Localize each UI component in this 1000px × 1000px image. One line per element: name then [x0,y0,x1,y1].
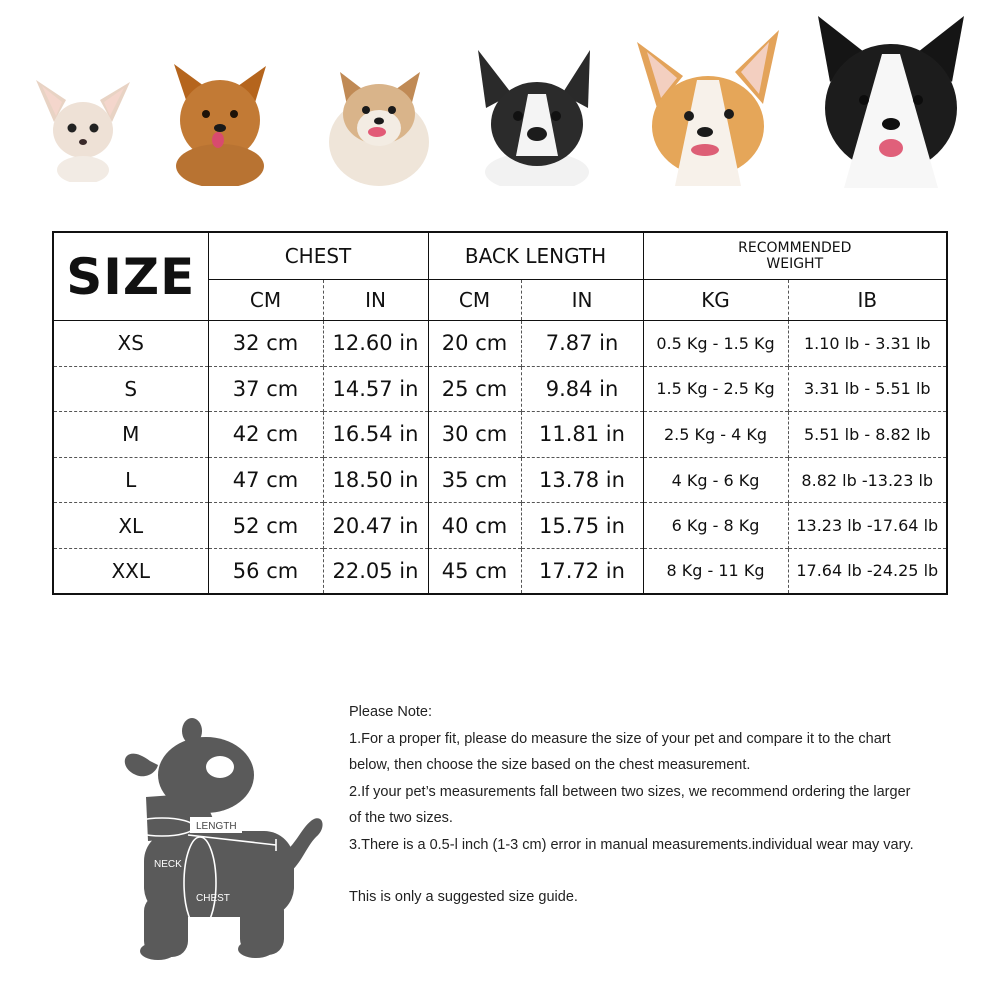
back-cm-cell: 35 cm [428,457,521,503]
unit-weight-lb: IB [788,280,947,321]
size-header: SIZE [66,247,196,306]
weight-lb-cell: 8.82 lb -13.23 lb [788,457,947,503]
back-in-cell: 11.81 in [521,412,643,458]
chest-cm-cell: 37 cm [208,366,323,412]
back-cm-cell: 20 cm [428,321,521,367]
weight-kg-cell: 8 Kg - 11 Kg [643,548,788,594]
weight-lb-cell: 5.51 lb - 8.82 lb [788,412,947,458]
chest-cm-cell: 47 cm [208,457,323,503]
size-cell: XL [53,503,208,549]
weight-header-line2: WEIGHT [766,256,824,272]
back-cm-cell: 25 cm [428,366,521,412]
size-cell: S [53,366,208,412]
unit-chest-cm: CM [208,280,323,321]
recommended-weight-header [643,232,947,280]
size-cell: L [53,457,208,503]
weight-kg-cell: 0.5 Kg - 1.5 Kg [643,321,788,367]
chest-in-cell: 18.50 in [323,457,428,503]
size-cell: M [53,412,208,458]
weight-lb-cell: 1.10 lb - 3.31 lb [788,321,947,367]
size-guide-disclaimer: This is only a suggested size guide. [349,889,578,905]
unit-chest-in: IN [323,280,428,321]
chest-header: CHEST [208,232,428,280]
dog-eye-icon [206,756,234,778]
dog-photo-row [0,0,1000,200]
back-cm-cell: 45 cm [428,548,521,594]
french-bulldog-photo [472,46,602,186]
pomeranian-photo [326,58,432,186]
corgi-photo [633,26,783,186]
chest-in-cell: 16.54 in [323,412,428,458]
note-line: 2.If your pet’s measurements fall between two sizes, we recommend ordering the larger [349,783,911,800]
neck-label: NECK [154,859,182,870]
chest-in-cell: 20.47 in [323,503,428,549]
chihuahua-photo [32,70,134,182]
table-row [53,321,947,367]
weight-lb-cell: 17.64 lb -24.25 lb [788,548,947,594]
back-in-cell: 13.78 in [521,457,643,503]
yorkshire-terrier-photo [168,58,272,186]
chest-cm-cell: 52 cm [208,503,323,549]
table-row [53,457,947,503]
note-line: 3.There is a 0.5-l inch (1-3 cm) error in manual measurements.individual wear may vary. [349,836,914,853]
weight-lb-cell: 3.31 lb - 5.51 lb [788,366,947,412]
border-collie-photo [814,12,968,188]
back-in-cell: 9.84 in [521,366,643,412]
table-row [53,503,947,549]
note-line: 1.For a proper fit, please do measure the size of your pet and compare it to the chart [349,730,891,747]
measurement-diagram [110,705,340,970]
weight-kg-cell: 4 Kg - 6 Kg [643,457,788,503]
weight-header-line1: RECOMMENDED [738,240,852,256]
back-in-cell: 7.87 in [521,321,643,367]
chest-cm-cell: 42 cm [208,412,323,458]
chest-in-cell: 14.57 in [323,366,428,412]
length-label: LENGTH [196,821,237,832]
chest-label: CHEST [196,893,230,904]
unit-back-in: IN [521,280,643,321]
chest-cm-cell: 56 cm [208,548,323,594]
weight-kg-cell: 1.5 Kg - 2.5 Kg [643,366,788,412]
unit-weight-kg: KG [643,280,788,321]
notes-section [349,699,969,911]
back-cm-cell: 30 cm [428,412,521,458]
table-row [53,412,947,458]
weight-lb-cell: 13.23 lb -17.64 lb [788,503,947,549]
back-in-cell: 15.75 in [521,503,643,549]
chest-cm-cell: 32 cm [208,321,323,367]
back-cm-cell: 40 cm [428,503,521,549]
table-row [53,548,947,594]
chest-in-cell: 22.05 in [323,548,428,594]
notes-heading: Please Note: [349,704,433,720]
chest-in-cell: 12.60 in [323,321,428,367]
back-length-header: BACK LENGTH [428,232,643,280]
weight-kg-cell: 2.5 Kg - 4 Kg [643,412,788,458]
size-cell: XS [53,321,208,367]
size-cell: XXL [53,548,208,594]
back-in-cell: 17.72 in [521,548,643,594]
weight-kg-cell: 6 Kg - 8 Kg [643,503,788,549]
note-line: of the two sizes. [349,810,453,826]
unit-back-cm: CM [428,280,521,321]
note-line: below, then choose the size based on the chest measurement. [349,757,751,773]
table-row [53,366,947,412]
size-chart-table [52,231,948,595]
